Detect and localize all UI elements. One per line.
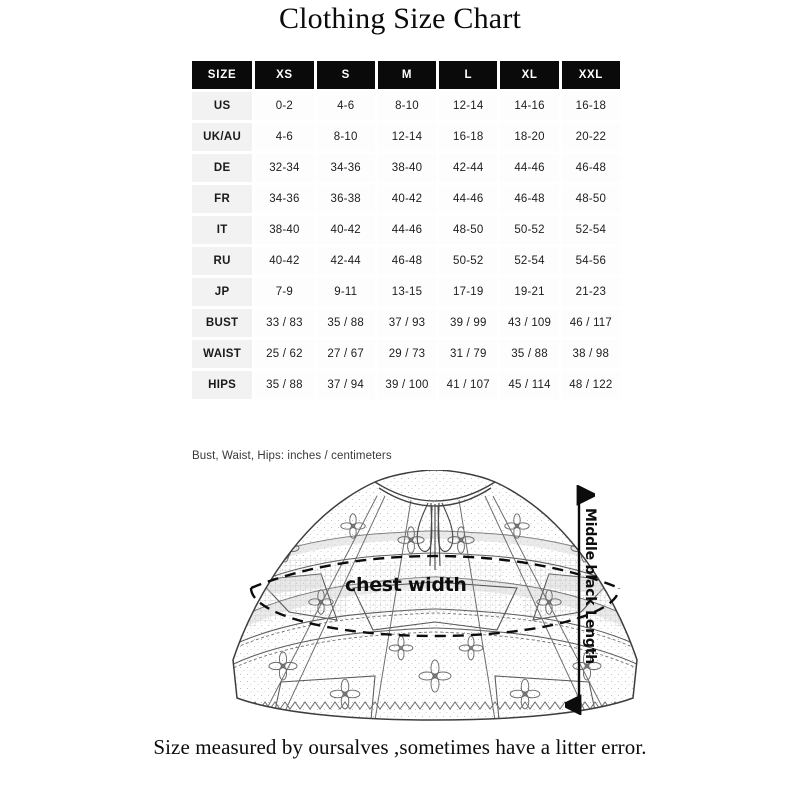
column-header-xxl: XXL	[562, 61, 620, 89]
cell-hips-xs: 35 / 88	[255, 371, 313, 399]
cell-hips-m: 39 / 100	[378, 371, 436, 399]
table-header-row	[192, 61, 620, 89]
cell-hips-xl: 45 / 114	[500, 371, 558, 399]
cell-waist-m: 29 / 73	[378, 340, 436, 368]
row-label-fr: FR	[192, 185, 252, 213]
column-header-size: SIZE	[192, 61, 252, 89]
cell-us-l: 12-14	[439, 92, 497, 120]
table-row	[192, 185, 620, 213]
cell-jp-s: 9-11	[317, 278, 375, 306]
cell-waist-s: 27 / 67	[317, 340, 375, 368]
cell-bust-s: 35 / 88	[317, 309, 375, 337]
table-row	[192, 216, 620, 244]
cell-hips-l: 41 / 107	[439, 371, 497, 399]
table-row	[192, 278, 620, 306]
cell-jp-l: 17-19	[439, 278, 497, 306]
column-header-l: L	[439, 61, 497, 89]
page-title: Clothing Size Chart	[278, 2, 522, 35]
row-label-it: IT	[192, 216, 252, 244]
cell-ru-xl: 52-54	[500, 247, 558, 275]
table-row	[192, 247, 620, 275]
cell-fr-xl: 46-48	[500, 185, 558, 213]
column-header-xl: XL	[500, 61, 558, 89]
row-label-waist: WAIST	[192, 340, 252, 368]
cell-ru-m: 46-48	[378, 247, 436, 275]
cell-fr-xs: 34-36	[255, 185, 313, 213]
cell-bust-l: 39 / 99	[439, 309, 497, 337]
cell-de-xs: 32-34	[255, 154, 313, 182]
cell-it-xl: 50-52	[500, 216, 558, 244]
cell-fr-l: 44-46	[439, 185, 497, 213]
cell-jp-xl: 19-21	[500, 278, 558, 306]
measurement-disclaimer: Size measured by oursalves ,sometimes have a litter error.	[153, 735, 647, 759]
table-row	[192, 340, 620, 368]
cell-us-m: 8-10	[378, 92, 436, 120]
cell-bust-xl: 43 / 109	[500, 309, 558, 337]
measurement-units-note: Bust, Waist, Hips: inches / centimeters	[192, 450, 392, 462]
cell-ukau-xl: 18-20	[500, 123, 558, 151]
chest-width-label: chest width	[345, 574, 467, 596]
cell-it-s: 40-42	[317, 216, 375, 244]
cell-hips-xxl: 48 / 122	[562, 371, 620, 399]
row-label-de: DE	[192, 154, 252, 182]
row-label-jp: JP	[192, 278, 252, 306]
cell-it-xxl: 52-54	[562, 216, 620, 244]
cell-de-xxl: 46-48	[562, 154, 620, 182]
size-chart-table	[189, 58, 623, 402]
cell-ru-l: 50-52	[439, 247, 497, 275]
cell-ukau-s: 8-10	[317, 123, 375, 151]
row-label-ru: RU	[192, 247, 252, 275]
cell-waist-l: 31 / 79	[439, 340, 497, 368]
column-header-s: S	[317, 61, 375, 89]
cell-de-l: 42-44	[439, 154, 497, 182]
table-row	[192, 123, 620, 151]
cell-ru-s: 42-44	[317, 247, 375, 275]
cell-waist-xs: 25 / 62	[255, 340, 313, 368]
cell-de-s: 34-36	[317, 154, 375, 182]
cell-it-xs: 38-40	[255, 216, 313, 244]
cell-jp-m: 13-15	[378, 278, 436, 306]
cell-us-xxl: 16-18	[562, 92, 620, 120]
cell-us-s: 4-6	[317, 92, 375, 120]
cell-it-m: 44-46	[378, 216, 436, 244]
cell-ukau-l: 16-18	[439, 123, 497, 151]
cell-bust-xs: 33 / 83	[255, 309, 313, 337]
cell-fr-xxl: 48-50	[562, 185, 620, 213]
cell-ru-xs: 40-42	[255, 247, 313, 275]
cell-waist-xl: 35 / 88	[500, 340, 558, 368]
cell-us-xl: 14-16	[500, 92, 558, 120]
cell-jp-xxl: 21-23	[562, 278, 620, 306]
cell-waist-xxl: 38 / 98	[562, 340, 620, 368]
cell-ukau-m: 12-14	[378, 123, 436, 151]
table-row	[192, 92, 620, 120]
cell-jp-xs: 7-9	[255, 278, 313, 306]
cell-de-xl: 44-46	[500, 154, 558, 182]
cell-ukau-xxl: 20-22	[562, 123, 620, 151]
cell-fr-s: 36-38	[317, 185, 375, 213]
column-header-m: M	[378, 61, 436, 89]
row-label-hips: HIPS	[192, 371, 252, 399]
cell-fr-m: 40-42	[378, 185, 436, 213]
middle-back-length-label: Middle black Length	[582, 508, 598, 664]
cell-bust-xxl: 46 / 117	[562, 309, 620, 337]
cell-us-xs: 0-2	[255, 92, 313, 120]
table-row	[192, 371, 620, 399]
cell-de-m: 38-40	[378, 154, 436, 182]
row-label-uk-au: UK/AU	[192, 123, 252, 151]
table-row	[192, 309, 620, 337]
table-row	[192, 154, 620, 182]
cell-bust-m: 37 / 93	[378, 309, 436, 337]
cell-ukau-xs: 4-6	[255, 123, 313, 151]
column-header-xs: XS	[255, 61, 313, 89]
cell-hips-s: 37 / 94	[317, 371, 375, 399]
row-label-bust: BUST	[192, 309, 252, 337]
cell-it-l: 48-50	[439, 216, 497, 244]
row-label-us: US	[192, 92, 252, 120]
cell-ru-xxl: 54-56	[562, 247, 620, 275]
